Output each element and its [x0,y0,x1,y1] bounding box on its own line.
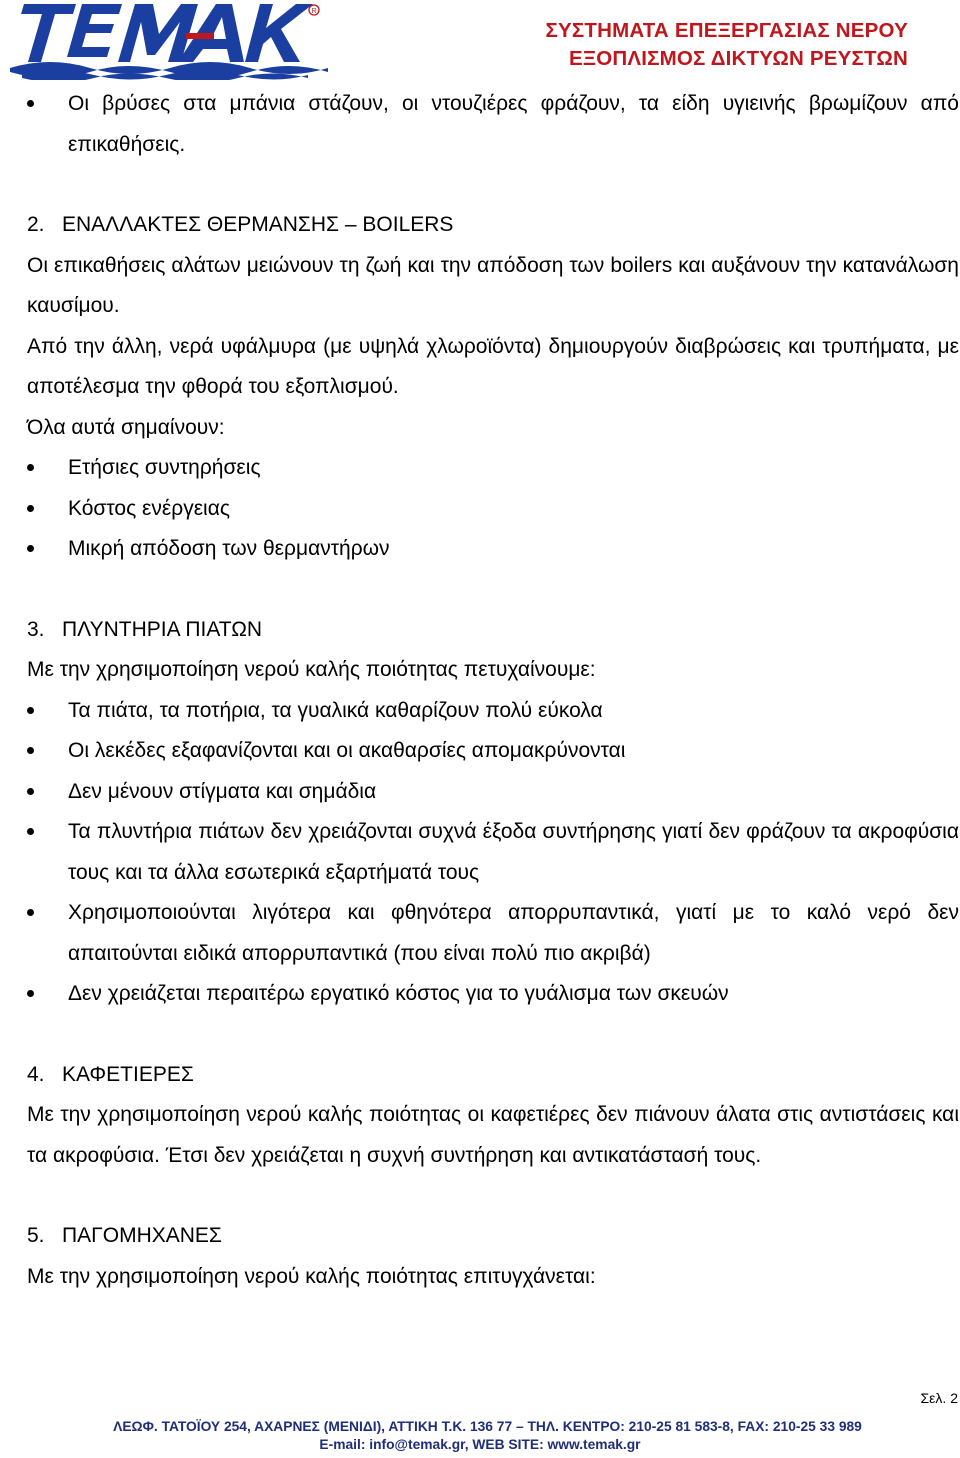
header-tagline-1: ΣΥΣΤΗΜΑΤΑ ΕΠΕΞΕΡΓΑΣΙΑΣ ΝΕΡΟΥ [545,19,908,42]
section-heading-4: 4. ΚΑΦΕΤΙΕΡΕΣ [27,1062,194,1086]
page-number: Σελ. 2 [920,1390,958,1406]
list-item: Μικρή απόδοση των θερμαντήρων [27,529,959,570]
list-item: Κόστος ενέργειας [27,489,959,530]
section-heading-2: 2. ΕΝΑΛΛΑΚΤΕΣ ΘΕΡΜΑΝΣΗΣ – BOILERS [27,213,454,236]
section-heading-3: 3. ΠΛΥΝΤΗΡΙΑ ΠΙΑΤΩΝ [27,617,263,641]
list-item: Οι λεκέδες εξαφανίζονται και οι ακαθαρσίες απομακρύνονται [27,731,959,772]
temak-logo [2,2,332,80]
document-body [27,84,959,1297]
list-item: Χρησιμοποιούνται λιγότερα και φθηνότερα απορρυπαντικά, γιατί με το καλό νερό δεν απαιτούνται ειδικά απορρυπαντικά (που είναι πολύ πιο ακριβά) [27,893,959,974]
paragraph: Με την χρησιμοποίηση νερού καλής ποιότητας πετυχαίνουμε: [27,658,596,681]
list-item: Δεν μένουν στίγματα και σημάδια [27,772,959,813]
list-item: Δεν χρειάζεται περαιτέρω εργατικό κόστος για το γυάλισμα των σκευών [27,974,959,1015]
list-item: Οι βρύσες στα μπάνια στάζουν, οι ντουζιέρες φράζουν, τα είδη υγιεινής βρωμίζουν από επικαθήσεις. [27,84,959,165]
paragraph: Οι επικαθήσεις αλάτων μειώνουν τη ζωή και την απόδοση των boilers και αυξάνουν την κατανάλωση καυσίμου. [27,253,959,317]
header-tagline-2: ΕΞΟΠΛΙΣΜΟΣ ΔΙΚΤΥΩΝ ΡΕΥΣΤΩΝ [568,47,908,70]
section-heading-5: 5. ΠΑΓΟΜΗΧΑΝΕΣ [27,1224,222,1247]
paragraph: Με την χρησιμοποίηση νερού καλής ποιότητας επιτυγχάνεται: [27,1264,596,1288]
footer-contact: E-mail: info@temak.gr, WEB SITE: www.temak.gr [319,1437,641,1452]
list-item: Τα πιάτα, τα ποτήρια, τα γυαλικά καθαρίζουν πολύ εύκολα [27,691,959,732]
paragraph: Από την άλλη, νερά υφάλμυρα (με υψηλά χλωροϊόντα) δημιουργούν διαβρώσεις και τρυπήματα, με αποτέλεσμα την φθορά του εξοπλισμού. [27,334,959,398]
page-footer [0,1418,960,1454]
svg-text:R: R [311,8,317,15]
footer-address: ΛΕΩΦ. ΤΑΤΟΪΟΥ 254, ΑΧΑΡΝΕΣ (ΜΕΝΙΔΙ), ΑΤΤΙΚΗ Τ.Κ. 136 77 – ΤΗΛ. ΚΕΝΤΡΟ: 210-25 81 583-8, FAX: 210-25 33 989 [113,1419,862,1434]
page-header [0,0,960,84]
list-item: Ετήσιες συντηρήσεις [27,448,959,489]
paragraph: Όλα αυτά σημαίνουν: [27,415,225,439]
paragraph: Με την χρησιμοποίηση νερού καλής ποιότητας οι καφετιέρες δεν πιάνουν άλατα στις αντιστάσεις και τα ακροφύσια. Έτσι δεν χρειάζεται η συχνή συντήρηση και αντικατάστασή τους. [27,1103,959,1167]
list-item: Τα πλυντήρια πιάτων δεν χρειάζονται συχνά έξοδα συντήρησης γιατί δεν φράζουν τα ακροφύσια τους και τα άλλα εσωτερικά εξαρτήματά τους [27,812,959,893]
